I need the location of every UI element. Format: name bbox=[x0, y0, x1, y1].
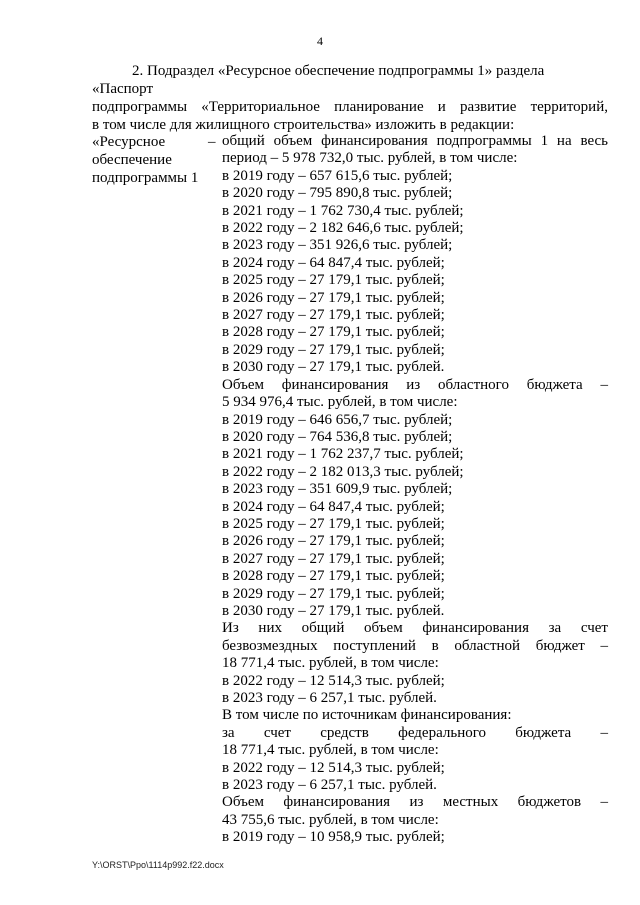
funding-line: общий объем финансирования подпрограммы 1 на весь bbox=[222, 133, 608, 149]
funding-line: в 2020 году – 764 536,8 тыс. рублей; bbox=[222, 428, 453, 445]
funding-line: в 2029 году – 27 179,1 тыс. рублей; bbox=[222, 585, 445, 602]
file-path-footer: Y:\ORST\Ppo\1114p992.f22.docx bbox=[92, 860, 224, 870]
funding-line: 18 771,4 тыс. рублей, в том числе: bbox=[222, 742, 439, 759]
funding-line: Объем финансирования из местных бюджетов – bbox=[222, 794, 608, 811]
funding-line: в 2026 году – 27 179,1 тыс. рублей; bbox=[222, 533, 445, 550]
funding-line: в 2025 году – 27 179,1 тыс. рублей; bbox=[222, 272, 445, 289]
funding-line: в 2030 году – 27 179,1 тыс. рублей. bbox=[222, 359, 445, 376]
funding-line: в 2024 году – 64 847,4 тыс. рублей; bbox=[222, 254, 445, 271]
funding-line: 18 771,4 тыс. рублей, в том числе: bbox=[222, 655, 439, 672]
page-number: 4 bbox=[317, 34, 323, 48]
funding-line: за счет средств федерального бюджета – bbox=[222, 724, 608, 741]
funding-line: в 2030 году – 27 179,1 тыс. рублей. bbox=[222, 602, 445, 619]
section-label-line: подпрограммы 1 bbox=[92, 170, 199, 186]
funding-line: в 2019 году – 10 958,9 тыс. рублей; bbox=[222, 829, 445, 846]
intro-paragraph bbox=[92, 62, 608, 134]
funding-line: безвозмездных поступлений в областной бюджет – bbox=[222, 637, 608, 654]
funding-line: в 2023 году – 351 609,9 тыс. рублей; bbox=[222, 481, 453, 498]
funding-line: Объем финансирования из областного бюджета – bbox=[222, 376, 608, 393]
funding-details bbox=[222, 133, 608, 847]
funding-line: в 2022 году – 2 182 646,6 тыс. рублей; bbox=[222, 220, 464, 237]
section-label bbox=[92, 133, 212, 187]
funding-line: в 2022 году – 12 514,3 тыс. рублей; bbox=[222, 672, 445, 689]
funding-line: В том числе по источникам финансирования: bbox=[222, 707, 512, 724]
funding-line: в 2029 году – 27 179,1 тыс. рублей; bbox=[222, 341, 445, 358]
funding-line: в 2028 году – 27 179,1 тыс. рублей; bbox=[222, 324, 445, 341]
separator-dash: – bbox=[208, 134, 216, 150]
funding-line: 43 755,6 тыс. рублей, в том числе: bbox=[222, 811, 439, 828]
funding-line: Из них общий объем финансирования за счет bbox=[222, 620, 608, 637]
funding-line: в 2021 году – 1 762 730,4 тыс. рублей; bbox=[222, 202, 464, 219]
funding-line: в 2022 году – 12 514,3 тыс. рублей; bbox=[222, 759, 445, 776]
funding-line: в 2025 году – 27 179,1 тыс. рублей; bbox=[222, 515, 445, 532]
funding-line: в 2023 году – 351 926,6 тыс. рублей; bbox=[222, 237, 453, 254]
funding-line: 5 934 976,4 тыс. рублей, в том числе: bbox=[222, 394, 458, 411]
funding-line: в 2020 году – 795 890,8 тыс. рублей; bbox=[222, 185, 453, 202]
funding-line: в 2027 году – 27 179,1 тыс. рублей; bbox=[222, 307, 445, 324]
funding-line: в 2019 году – 646 656,7 тыс. рублей; bbox=[222, 411, 453, 428]
funding-line: в 2019 году – 657 615,6 тыс. рублей; bbox=[222, 167, 453, 184]
section-label-line: обеспечение bbox=[92, 152, 172, 168]
funding-line: в 2024 году – 64 847,4 тыс. рублей; bbox=[222, 498, 445, 515]
section-label-line: «Ресурсное bbox=[92, 134, 166, 150]
funding-line: в 2028 году – 27 179,1 тыс. рублей; bbox=[222, 568, 445, 585]
funding-line: в 2027 году – 27 179,1 тыс. рублей; bbox=[222, 550, 445, 567]
funding-line: период – 5 978 732,0 тыс. рублей, в том числе: bbox=[222, 150, 518, 167]
intro-line: подпрограммы «Территориальное планирование и развитие территорий, bbox=[92, 99, 608, 115]
funding-line: в 2021 году – 1 762 237,7 тыс. рублей; bbox=[222, 446, 464, 463]
intro-line: в том числе для жилищного строительства» изложить в редакции: bbox=[92, 117, 515, 133]
funding-line: в 2023 году – 6 257,1 тыс. рублей. bbox=[222, 690, 437, 706]
intro-line: 2. Подраздел «Ресурсное обеспечение подпрограммы 1» раздела «Паспорт bbox=[92, 63, 545, 97]
funding-line: в 2022 году – 2 182 013,3 тыс. рублей; bbox=[222, 463, 464, 480]
funding-line: в 2026 году – 27 179,1 тыс. рублей; bbox=[222, 289, 445, 306]
funding-line: в 2023 году – 6 257,1 тыс. рублей. bbox=[222, 777, 437, 794]
